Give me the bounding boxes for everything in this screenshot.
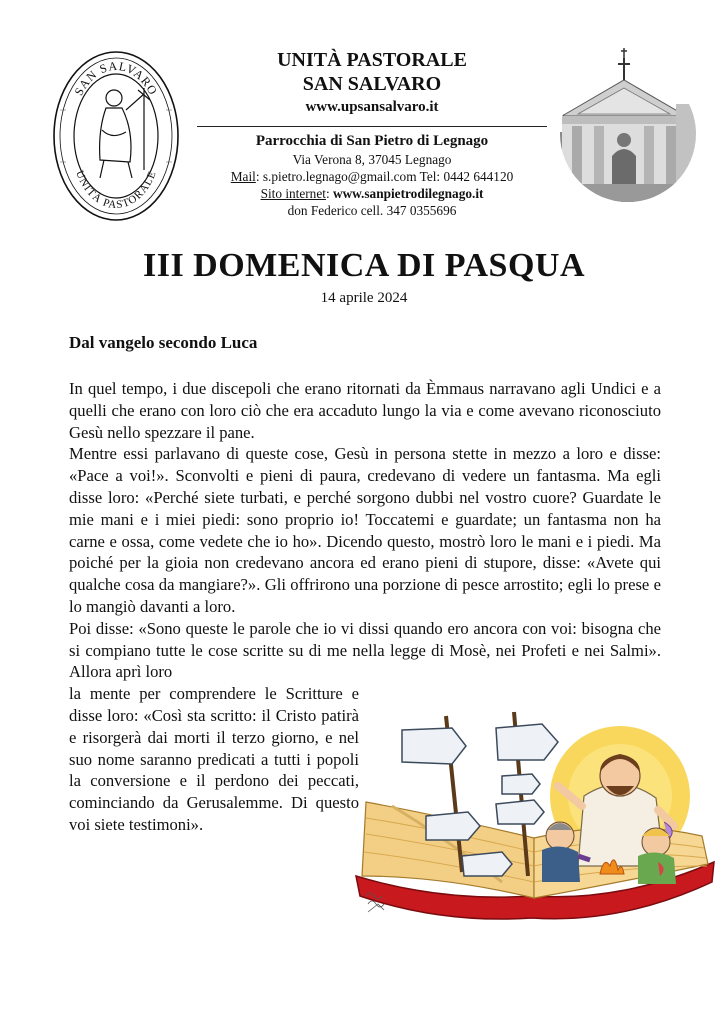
contact-mail-line — [192, 168, 552, 185]
header-title-line2: SAN SALVARO — [302, 73, 442, 95]
mail-value[interactable]: : s.pietro.legnago@gmail.com Tel: 0442 644120 — [255, 169, 514, 184]
site-label: Sito internet — [260, 186, 326, 201]
site-value[interactable]: www.sanpietrodilegnago.it — [332, 186, 484, 201]
seal-text-top: SAN SALVARO — [71, 58, 161, 98]
header-divider — [197, 126, 547, 127]
gospel-paragraph-narrow: la mente per comprendere le Scritture e disse loro: «Così sta scritto: il Cristo patirà e risorgerà dai morti il terzo giorno, e nel suo nome saranno predicati a tutti i popoli la conversione e il perdono dei peccati, cominciando da Gerusalemme. Di questo voi siete testimoni». — [69, 684, 359, 834]
seal-text-bottom: UNITÀ PASTORALE — [73, 168, 159, 212]
parish-address: Via Verona 8, 37045 Legnago — [292, 152, 452, 167]
gospel-paragraph: Poi disse: «Sono queste le parole che io vi dissi quando ero ancora con voi: bisogna che si compiano tutte le cose scritte su di me nella legge di Mosè, nei Profeti e nei Salmi». Allora aprì loro — [69, 618, 661, 682]
unita-pastorale-seal-logo — [52, 50, 180, 222]
emmaus-book-illustration — [352, 706, 718, 934]
gospel-heading: Dal vangelo secondo Luca — [69, 333, 258, 352]
header-block — [192, 48, 552, 219]
contact-site-line: Sito internet: www.sanpietrodilegnago.it — [260, 186, 484, 201]
church-facade-image — [548, 44, 700, 202]
gospel-paragraph: In quel tempo, i due discepoli che erano ritornati da Èmmaus narravano agli Undici e a quelli che erano con loro ciò che era accaduto lungo la via e come avevano riconosciuto Gesù nello spezzare il pane. — [69, 379, 661, 442]
parish-name: Parrocchia di San Pietro di Legnago — [255, 133, 489, 149]
header-website[interactable]: www.upsansalvaro.it — [305, 99, 439, 115]
date: 14 aprile 2024 — [320, 290, 408, 306]
gospel-paragraph: Mentre essi parlavano di queste cose, Gesù in persona stette in mezzo a loro e disse: «Pace a voi!». Sconvolti e pieni di paura, credevano di vedere un fantasma. Ma egli disse loro: «Perché siete turbati, e perché sorgono dubbi nel vostro cuore? Guardate le mie mani e i miei piedi: sono proprio io! Toccatemi e guardate; un fantasma non ha carne e ossa, come vedete che io ho». Dicendo questo, mostrò loro le mani e i piedi. Ma poiché per la gioia non credevano ancora ed erano pieni di stupore, disse: «Avete qui qualche cosa da mangiare?». Gli offrirono una porzione di pesce arrostito; egli lo prese e lo mangiò davanti a loro. — [69, 444, 661, 616]
header-title-line1: UNITÀ PASTORALE — [277, 49, 467, 71]
page-title: III DOMENICA DI PASQUA — [142, 247, 586, 284]
mail-label: Mail — [230, 169, 256, 184]
priest-contact: don Federico cell. 347 0355696 — [287, 203, 457, 218]
